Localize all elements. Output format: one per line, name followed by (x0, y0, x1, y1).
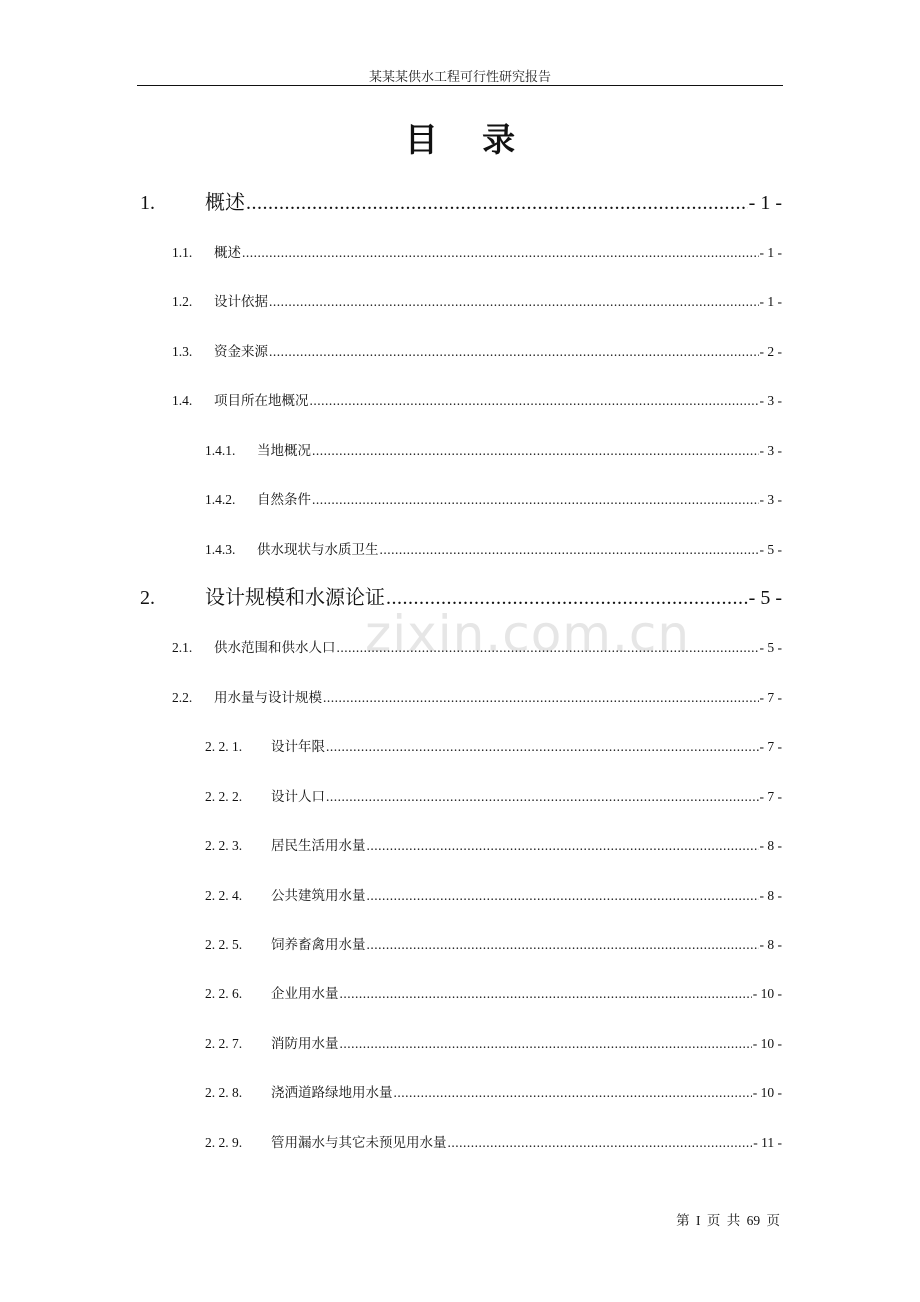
toc-page: - 7 - (759, 690, 782, 705)
toc-label: 供水现状与水质卫生 (257, 542, 379, 557)
toc-number: 1.4. (172, 393, 193, 408)
toc-label: 消防用水量 (271, 1036, 339, 1051)
toc-page: - 3 - (759, 393, 782, 408)
toc-page: - 1 - (759, 245, 782, 260)
toc-entry-2-2-8[interactable] (205, 1081, 782, 1101)
toc-entry-2-1[interactable] (172, 636, 782, 656)
toc-label: 居民生活用水量 (271, 838, 366, 853)
toc-page: - 5 - (748, 587, 782, 609)
toc-page: - 1 - (759, 294, 782, 309)
toc-number: 2. 2. 5. (205, 937, 243, 952)
toc-page: - 3 - (759, 443, 782, 458)
running-header: 某某某供水工程可行性研究报告 (368, 69, 551, 84)
toc-leader (367, 888, 759, 904)
toc-entry-2-2-7[interactable] (205, 1032, 782, 1052)
toc-label: 公共建筑用水量 (271, 888, 366, 903)
toc-label: 企业用水量 (271, 986, 339, 1001)
toc-page: - 5 - (759, 542, 782, 557)
toc-number: 2. 2. 3. (205, 838, 243, 853)
toc-label: 概述 (205, 192, 245, 214)
toc-entry-2-2-5[interactable] (205, 933, 782, 953)
toc-leader (380, 542, 759, 558)
toc-entry-2-2-6[interactable] (205, 982, 782, 1002)
toc-page: - 8 - (759, 937, 782, 952)
toc-page: - 10 - (752, 1085, 782, 1100)
toc-leader (269, 294, 759, 310)
toc-label: 饲养畜禽用水量 (271, 937, 366, 952)
toc-label: 设计规模和水源论证 (205, 587, 385, 609)
toc-number: 1.3. (172, 344, 193, 359)
watermark: zixin.com.cn (365, 605, 691, 663)
header-rule (137, 85, 783, 86)
toc-entry-1-1[interactable] (172, 241, 782, 261)
toc-entry-2[interactable] (140, 581, 782, 610)
toc-number: 1.2. (172, 294, 193, 309)
toc-label: 用水量与设计规模 (214, 690, 322, 705)
toc-label: 概述 (214, 245, 241, 260)
toc-label: 自然条件 (257, 492, 311, 507)
toc-page: - 1 - (748, 192, 782, 214)
toc-label: 设计依据 (214, 294, 268, 309)
toc-label: 管用漏水与其它未预见用水量 (271, 1135, 447, 1150)
toc-entry-1[interactable] (140, 186, 782, 215)
toc-page: - 8 - (759, 838, 782, 853)
toc-leader (394, 1085, 752, 1101)
toc-number: 2. 2. 4. (205, 888, 243, 903)
toc-number: 1.1. (172, 245, 193, 260)
toc-label: 设计人口 (271, 789, 325, 804)
toc-entry-1-4-2[interactable] (205, 488, 782, 508)
toc-page: - 10 - (752, 986, 782, 1001)
toc-leader (312, 492, 759, 508)
toc-leader (367, 838, 759, 854)
toc-label: 当地概况 (257, 443, 311, 458)
toc-leader (386, 587, 748, 610)
toc-number: 2.1. (172, 640, 193, 655)
toc-entry-1-4[interactable] (172, 389, 782, 409)
toc-entry-2-2-3[interactable] (205, 834, 782, 854)
toc-leader (323, 690, 759, 706)
toc-label: 项目所在地概况 (214, 393, 309, 408)
toc-number: 2. 2. 1. (205, 739, 243, 754)
toc-number: 1.4.1. (205, 443, 236, 458)
toc-number: 2. 2. 7. (205, 1036, 243, 1051)
toc-leader (269, 344, 759, 360)
toc-number: 2. 2. 6. (205, 986, 243, 1001)
toc-label: 设计年限 (271, 739, 325, 754)
toc-leader (326, 789, 759, 805)
toc-entry-1-4-1[interactable] (205, 439, 782, 459)
toc-entry-2-2-9[interactable] (205, 1131, 782, 1151)
toc-page: - 8 - (759, 888, 782, 903)
toc-entry-2-2-1[interactable] (205, 735, 782, 755)
toc-number: 1. (140, 192, 155, 214)
toc-page: - 3 - (759, 492, 782, 507)
toc-number: 2. 2. 9. (205, 1135, 243, 1150)
page-title: 目 录 (404, 123, 534, 159)
toc-page: - 5 - (759, 640, 782, 655)
toc-entry-1-2[interactable] (172, 290, 782, 310)
toc-leader (246, 192, 748, 215)
toc-leader (448, 1135, 753, 1151)
toc-number: 2. 2. 2. (205, 789, 243, 804)
toc-number: 1.4.3. (205, 542, 236, 557)
toc-leader (242, 245, 759, 261)
toc-number: 2. 2. 8. (205, 1085, 243, 1100)
toc-number: 2.2. (172, 690, 193, 705)
toc-entry-1-3[interactable] (172, 340, 782, 360)
page-footer: 第 I 页 共 69 页 (676, 1213, 780, 1228)
toc-page: - 10 - (752, 1036, 782, 1051)
toc-entry-1-4-3[interactable] (205, 538, 782, 558)
toc-leader (312, 443, 759, 459)
toc-page: - 2 - (759, 344, 782, 359)
toc-label: 资金来源 (214, 344, 268, 359)
toc-leader (337, 640, 759, 656)
toc-leader (340, 986, 752, 1002)
toc-leader (310, 393, 759, 409)
toc-label: 浇洒道路绿地用水量 (271, 1085, 393, 1100)
toc-entry-2-2-2[interactable] (205, 785, 782, 805)
toc-page: - 7 - (759, 789, 782, 804)
toc-entry-2-2-4[interactable] (205, 884, 782, 904)
toc-number: 2. (140, 587, 155, 609)
toc-leader (340, 1036, 752, 1052)
toc-leader (367, 937, 759, 953)
toc-page: - 11 - (753, 1135, 782, 1150)
toc-page: - 7 - (759, 739, 782, 754)
toc-label: 供水范围和供水人口 (214, 640, 336, 655)
toc-entry-2-2[interactable] (172, 686, 782, 706)
toc-number: 1.4.2. (205, 492, 236, 507)
toc-leader (326, 739, 759, 755)
